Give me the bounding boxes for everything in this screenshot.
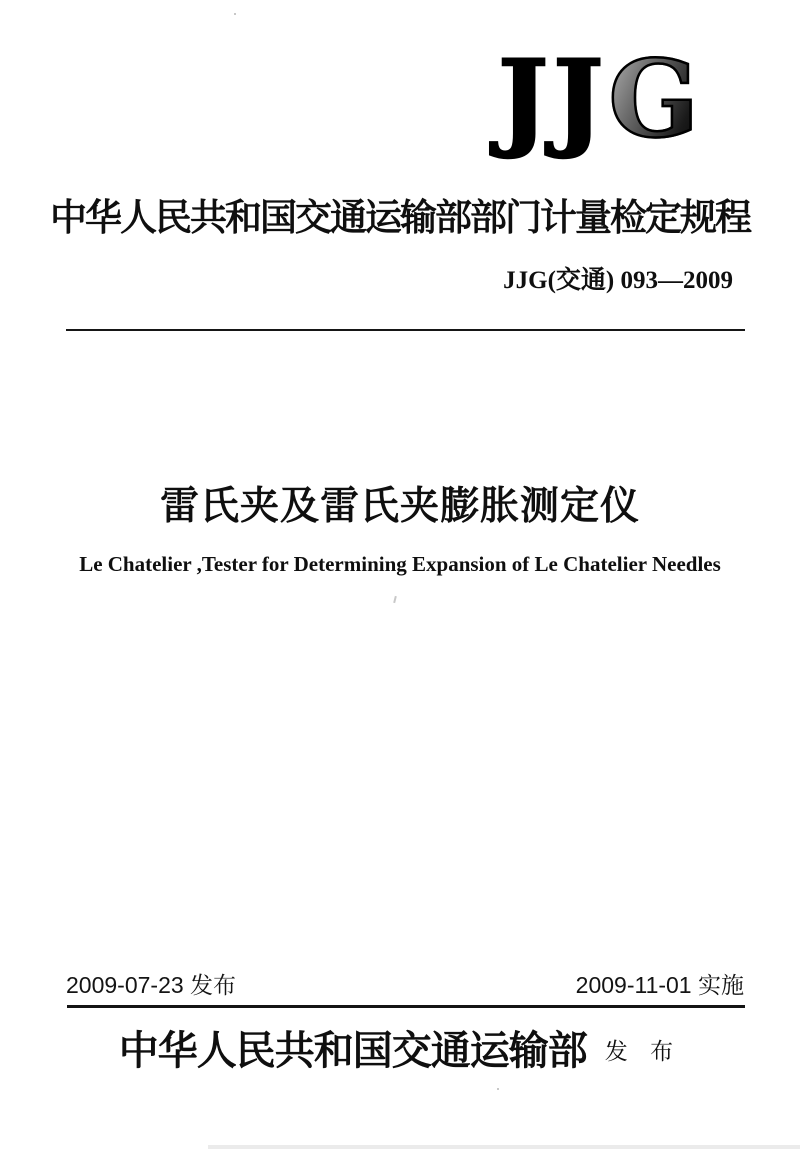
subtitle-english: Le Chatelier ,Tester for Determining Expansion of Le Chatelier Needles [79,552,721,576]
main-title-chinese: 雷氏夹及雷氏夹膨胀测定仪 [159,485,640,528]
issue-date: 2009-07-23 发布 [66,972,237,998]
scan-artifact [497,1088,499,1090]
scan-artifact [234,13,236,15]
document-number: JJG(交通) 093—2009 [503,267,733,294]
publisher-line [0,1028,800,1074]
header-divider-rule [66,329,745,331]
implement-date: 2009-11-01 实施 [575,972,744,998]
dates-row [66,971,744,1001]
regulation-type-title: 中华人民共和国交通运输部部门计量检定规程 [50,198,750,239]
scan-artifact [393,596,397,603]
jjg-logo-jj: JJ [498,36,609,161]
jjg-logo [498,36,704,161]
jjg-logo-g: G [608,36,704,161]
footer-divider-rule [67,1005,745,1008]
publish-label: 发 布 [604,1038,682,1064]
scan-shadow-edge [208,1145,800,1149]
publisher-name: 中华人民共和国交通运输部 [118,1028,587,1073]
